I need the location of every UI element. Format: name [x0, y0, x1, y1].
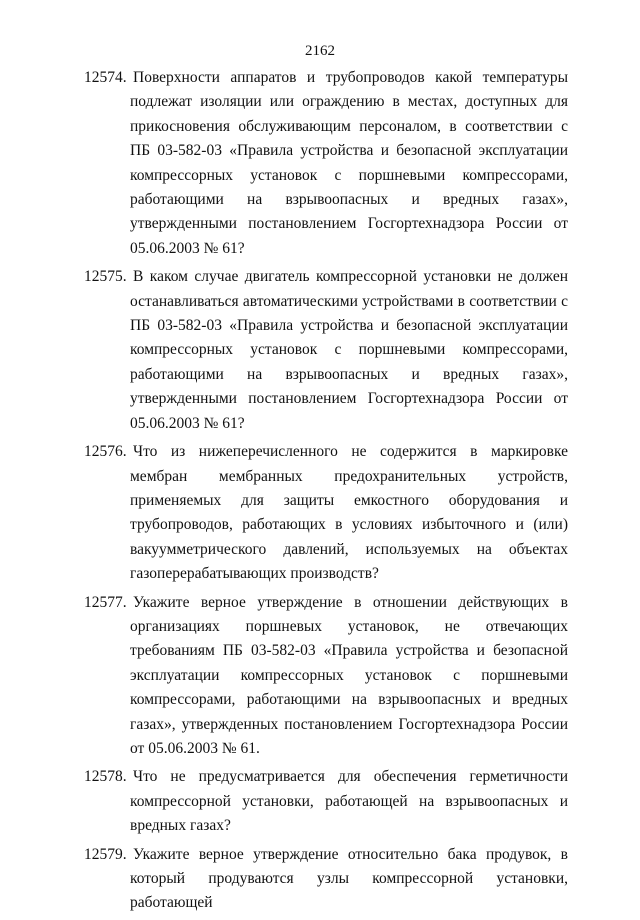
- question-item: [0, 265, 640, 436]
- question-number: 12579.: [84, 845, 127, 863]
- question-number: 12575.: [84, 268, 127, 286]
- question-text: Что из нижеперечисленного не содержится в маркировке мембран мембранных предохранительных устройств, применяемых для защиты емкостного оборудования и трубопроводов, работающих в условиях избыточного и (или) вакуумметрического давлений, используемых на объектах газоперерабатывающих производств?: [130, 443, 568, 583]
- question-item: [0, 66, 640, 261]
- question-text: В каком случае двигатель компрессорной установки не должен останавливаться автоматическими устройствами в соответствии с ПБ 03-582-03 «Правила устройства и безопасной эксплуатации компрессорных установок с поршневыми компрессорами, работающими на взрывоопасных и вредных газах», утвержденными постановлением Госгортехнадзора России от 05.06.2003 № 61?: [130, 268, 568, 432]
- question-item: [0, 440, 640, 586]
- question-item: [0, 591, 640, 762]
- question-text: Укажите верное утверждение относительно бака продувок, в который продуваются узлы компрессорной установки, работающей: [130, 845, 568, 912]
- page-number: 2162: [305, 43, 335, 59]
- question-number: 12574.: [84, 69, 127, 86]
- question-number: 12576.: [84, 443, 127, 461]
- question-number: 12578.: [84, 768, 127, 786]
- question-item: [0, 765, 640, 838]
- question-text: Укажите верное утверждение в отношении действующих в организациях поршневых установок, не отвечающих требованиям ПБ 03-582-03 «Правила устройства и безопасной эксплуатации компрессорных установок с поршневыми компрессорами, работающими на взрывоопасных и вредных газах», утвержденных постановлением Госгортехнадзора России от 05.06.2003 № 61.: [130, 593, 568, 757]
- question-text: Что не предусматривается для обеспечения герметичности компрессорной установки, работающей на взрывоопасных и вредных газах?: [130, 768, 568, 835]
- question-number: 12577.: [84, 593, 127, 611]
- question-list: [0, 66, 640, 920]
- question-text: Поверхности аппаратов и трубопроводов какой температуры подлежат изоляции или ограждению в местах, доступных для прикосновения обслуживающим персоналом, в соответствии с ПБ 03-582-03 «Правила устройства и безопасной эксплуатации компрессорных установок с поршневыми компрессорами, работающими на взрывоопасных и вредных газах», утвержденными постановлением Госгортехнадзора России от 05.06.2003 № 61?: [130, 69, 568, 257]
